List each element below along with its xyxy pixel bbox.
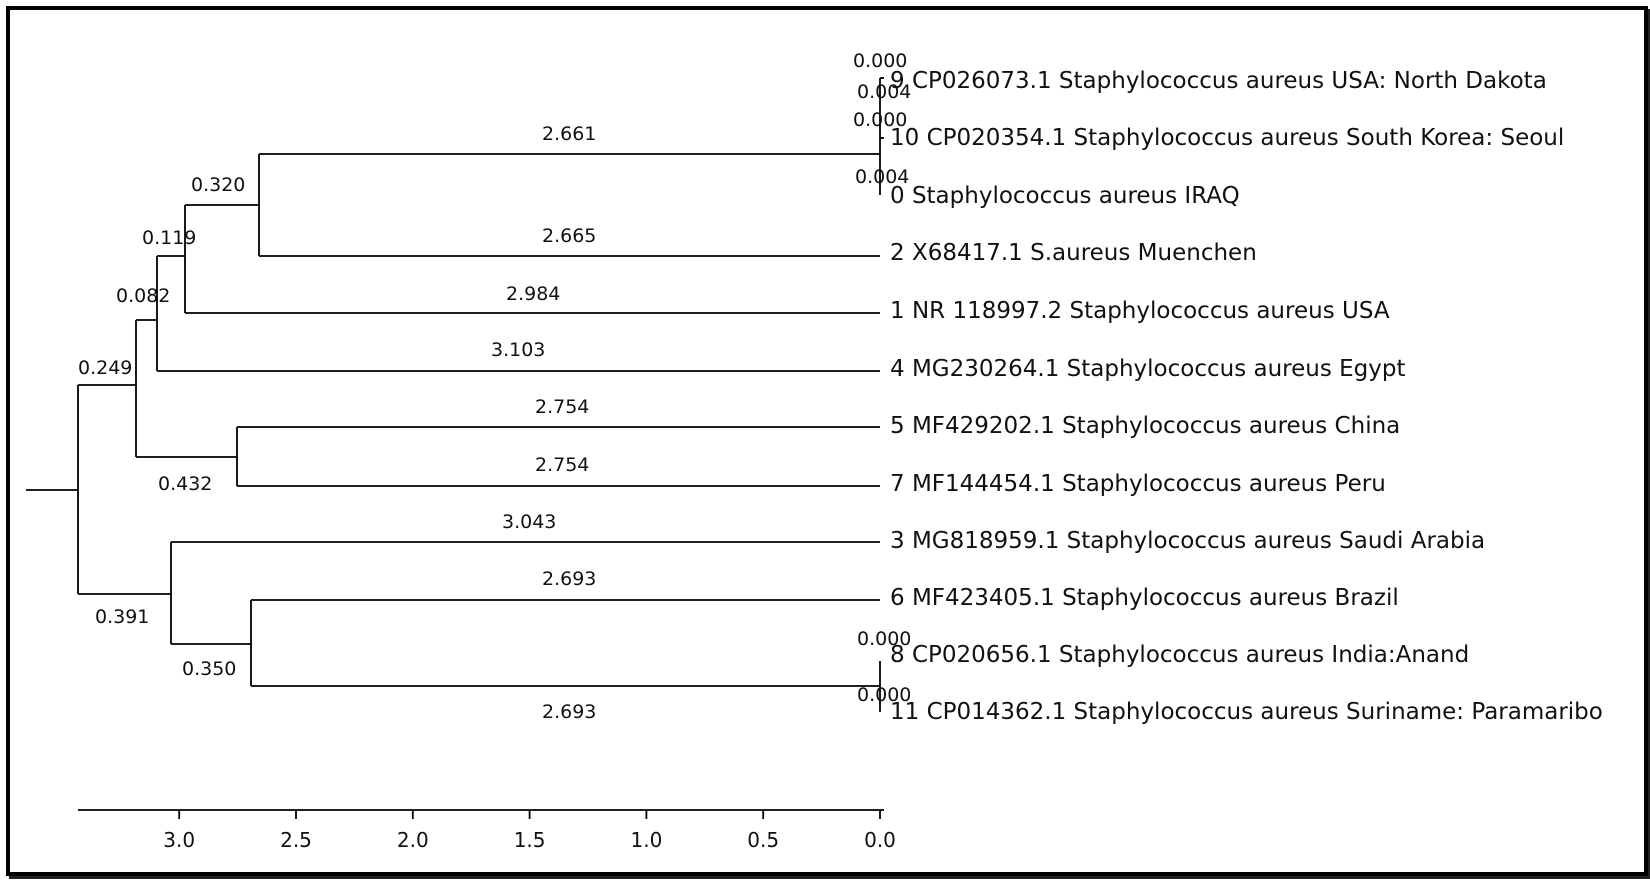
leaf-label: 10 CP020354.1 Staphylococcus aureus South Korea: Seoul [890,125,1565,151]
leaf-label: 2 X68417.1 S.aureus Muenchen [890,240,1257,266]
scale-axis [78,810,896,852]
leaf-label: 1 NR 118997.2 Staphylococcus aureus USA [890,298,1390,324]
leaf-label: 8 CP020656.1 Staphylococcus aureus India:Anand [890,642,1470,668]
branch-length-label: 0.004 [857,81,912,103]
scale-tick-label: 1.5 [513,828,546,852]
branch-length-label: 0.004 [855,166,910,188]
tree-branches [26,78,884,712]
branch-length-label: 0.119 [142,227,197,249]
branch-length-label: 2.665 [542,225,597,247]
branch-length-label: 3.103 [491,339,546,361]
scale-tick-label: 2.0 [396,828,429,852]
scale-tick-label: 3.0 [163,828,196,852]
branch-length-label: 2.661 [542,123,597,145]
branch-length-label: 0.249 [78,357,133,379]
scale-ticks [163,810,896,852]
branch-length-label: 0.432 [158,473,213,495]
leaf-labels [890,68,1603,725]
leaf-label: 0 Staphylococcus aureus IRAQ [890,183,1240,209]
scale-tick-label: 0.0 [864,828,896,852]
scale-tick-label: 2.5 [280,828,312,852]
branch-length-label: 2.693 [542,701,597,723]
branch-length-label: 0.000 [857,628,912,650]
branch-length-label: 0.000 [857,684,912,706]
leaf-label: 7 MF144454.1 Staphylococcus aureus Peru [890,471,1386,497]
branch-length-label: 0.000 [853,50,908,72]
scale-tick-label: 1.0 [630,828,663,852]
leaf-label: 3 MG818959.1 Staphylococcus aureus Saudi Arabia [890,528,1486,554]
branch-length-label: 0.350 [182,658,237,680]
leaf-label: 4 MG230264.1 Staphylococcus aureus Egypt [890,356,1406,382]
scale-tick-label: 0.5 [747,828,780,852]
branch-length-label: 3.043 [502,511,557,533]
leaf-label: 11 CP014362.1 Staphylococcus aureus Suriname: Paramaribo [890,699,1603,725]
branch-length-label: 2.984 [506,283,561,305]
branch-length-label: 0.391 [95,606,150,628]
leaf-label: 6 MF423405.1 Staphylococcus aureus Brazil [890,585,1399,611]
leaf-label: 5 MF429202.1 Staphylococcus aureus China [890,413,1401,439]
branch-length-label: 2.754 [535,454,590,476]
branch-length-label: 2.754 [535,396,590,418]
branch-length-label: 2.693 [542,568,597,590]
leaf-label: 9 CP026073.1 Staphylococcus aureus USA: North Dakota [890,68,1547,94]
branch-length-label: 0.320 [191,174,246,196]
branch-length-label: 0.082 [116,285,171,307]
branch-length-labels [78,50,911,723]
branch-length-label: 0.000 [853,109,908,131]
